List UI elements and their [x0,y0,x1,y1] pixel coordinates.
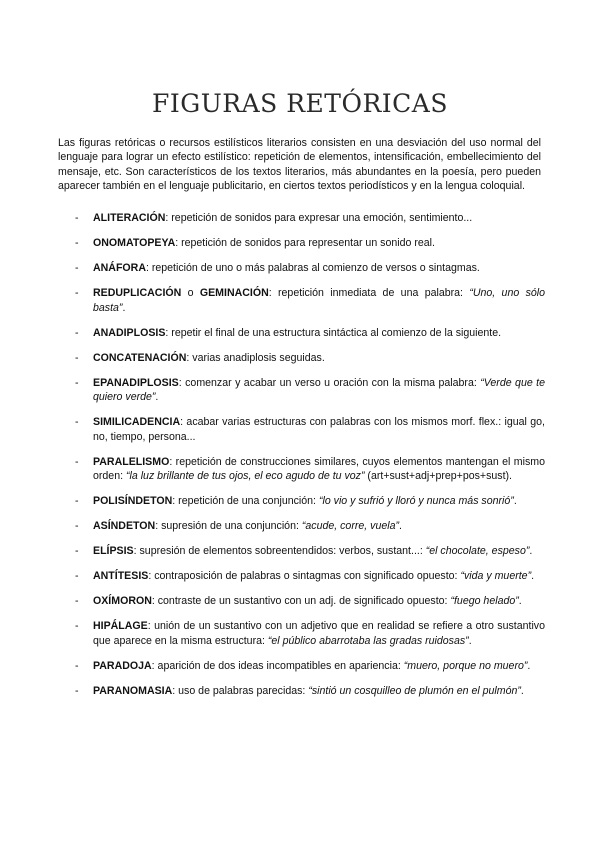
list-item [75,494,545,509]
figure-term: REDUPLICACIÓN [93,287,182,299]
figure-description: : repetición de sonidos para expresar una emoción, sentimiento... [165,212,473,224]
figure-term: PARADOJA [93,659,152,672]
figure-term: HIPÁLAGE [93,620,148,632]
bullet-dash: - [75,351,79,364]
bullet-dash: - [75,287,79,299]
list-item [75,619,545,648]
figure-term: OXÍMORON [93,595,152,607]
figure-term: CONCATENACIÓN [93,351,187,364]
intro-paragraph: Las figuras retóricas o recursos estilísticos literarios consisten en una desviación del uso normal del lenguaje para lograr un efecto estilístico: repetición de elementos, intensificación, embellecimiento del mensaje, etc. Son característicos de los textos literarios, más abundantes en la poesía, pero pueden aparecer también en el lenguaje publicitario, en ciertos textos periodísticos y en la lengua coloquial. [58,136,541,193]
list-item [75,351,545,366]
figure-ending: . [399,520,402,532]
figure-description: : contraposición de palabras o sintagmas con significado opuesto: [148,570,461,582]
figure-ending: (art+sust+adj+prep+pos+sust). [364,470,513,482]
bullet-dash: - [75,212,79,224]
figure-term: ANTÍTESIS [93,570,149,582]
figure-description: : unión de un sustantivo con un adjetivo que en realidad se refiere a otro sustantivo que aparece en la misma estructura: [93,620,545,647]
figure-ending: . [520,684,524,697]
figures-list [75,211,545,709]
figure-example: “muero, porque no muero” [403,659,528,672]
figure-description: : contraste de un sustantivo con un adj. de significado opuesto: [151,595,451,607]
figure-example: “fuego helado” [450,595,519,607]
figure-description: : supresión de elementos sobreentendidos: verbos, sustant...: [133,545,426,557]
figure-ending: . [513,495,517,507]
figure-term: SIMILICADENCIA [93,416,181,428]
figure-example: “el público abarrotaba las gradas ruidosas” [267,634,469,647]
figure-term: ELÍPSIS [93,545,134,557]
bullet-dash: - [75,684,79,697]
bullet-dash: - [75,495,79,507]
figure-description: : varias anadiplosis seguidas. [186,351,325,364]
figure-description: : comenzar y acabar un verso u oración con la misma palabra: [178,376,481,389]
figure-term: PARANOMASIA [93,684,173,697]
figure-term: ALITERACIÓN [93,212,166,224]
figure-term: ONOMATOPEYA [93,237,176,249]
list-item [75,211,545,226]
list-item [75,376,545,405]
list-item [75,684,545,699]
figure-ending: . [155,391,159,403]
list-item [75,455,545,484]
figure-description: : repetición de construcciones similares, cuyos elementos mantengan el mismo orden: [93,455,545,482]
figure-description: : repetición de uno o más palabras al comienzo de versos o sintagmas. [145,262,480,274]
bullet-dash: - [75,455,79,468]
bullet-dash: - [75,520,79,532]
figure-ending: . [527,659,531,672]
bullet-dash: - [75,376,79,389]
bullet-dash: - [75,595,79,607]
figure-description: : repetir el final de una estructura sintáctica al comienzo de la siguiente. [165,326,502,339]
figure-ending: . [529,545,533,557]
figure-ending: . [531,570,535,582]
figure-connector: o [181,287,200,299]
bullet-dash: - [75,659,79,672]
figure-description: : repetición de sonidos para representar un sonido real. [175,237,435,249]
bullet-dash: - [75,416,79,428]
figure-example: “lo vio y sufrió y lloró y nunca más sonrió” [318,495,514,507]
figure-ending: . [468,634,472,647]
list-item [75,519,545,534]
bullet-dash: - [75,620,79,632]
list-item [75,415,545,444]
bullet-dash: - [75,570,79,582]
figure-description: : uso de palabras parecidas: [172,684,309,697]
list-item [75,569,545,584]
figure-term: ASÍNDETON [93,520,156,532]
bullet-dash: - [75,545,79,557]
list-item [75,544,545,559]
figure-term: ANÁFORA [93,262,146,274]
bullet-dash: - [75,237,79,249]
figure-example: “vida y muerte” [460,570,532,582]
figure-example: “acude, corre, vuela” [301,520,400,532]
list-item [75,261,545,276]
figure-ending: . [518,595,522,607]
figure-description: : acabar varias estructuras con palabras con los mismos morf. flex.: igual go, no, tiempo, persona... [93,416,545,443]
figure-example: “Verde que te quiero verde” [93,376,545,403]
figure-example: “la luz brillante de tus ojos, el eco agudo de tu voz” [125,470,365,482]
list-item [75,659,545,674]
figure-description: : repetición inmediata de una palabra: [268,287,470,299]
figure-term-secondary: GEMINACIÓN [199,287,269,299]
figure-term: EPANADIPLOSIS [93,376,179,389]
figure-term: POLISÍNDETON [93,495,173,507]
bullet-dash: - [75,326,79,339]
figure-ending: . [122,301,126,314]
figure-example: “sintió un cosquilleo de plumón en el pulmón” [308,684,521,697]
figure-description: : aparición de dos ideas incompatibles en apariencia: [151,659,404,672]
list-item [75,326,545,341]
list-item [75,594,545,609]
figure-term: PARALELISMO [93,455,170,468]
bullet-dash: - [75,262,79,274]
figure-example: “Uno, uno sólo basta” [93,287,546,314]
figure-description: : repetición de una conjunción: [172,495,319,507]
page-title: FIGURAS RETÓRICAS [152,88,448,118]
list-item [75,236,545,251]
figure-example: “el chocolate, espeso” [425,545,530,557]
figure-term: ANADIPLOSIS [93,326,166,339]
list-item [75,286,545,315]
figure-description: : supresión de una conjunción: [155,520,302,532]
